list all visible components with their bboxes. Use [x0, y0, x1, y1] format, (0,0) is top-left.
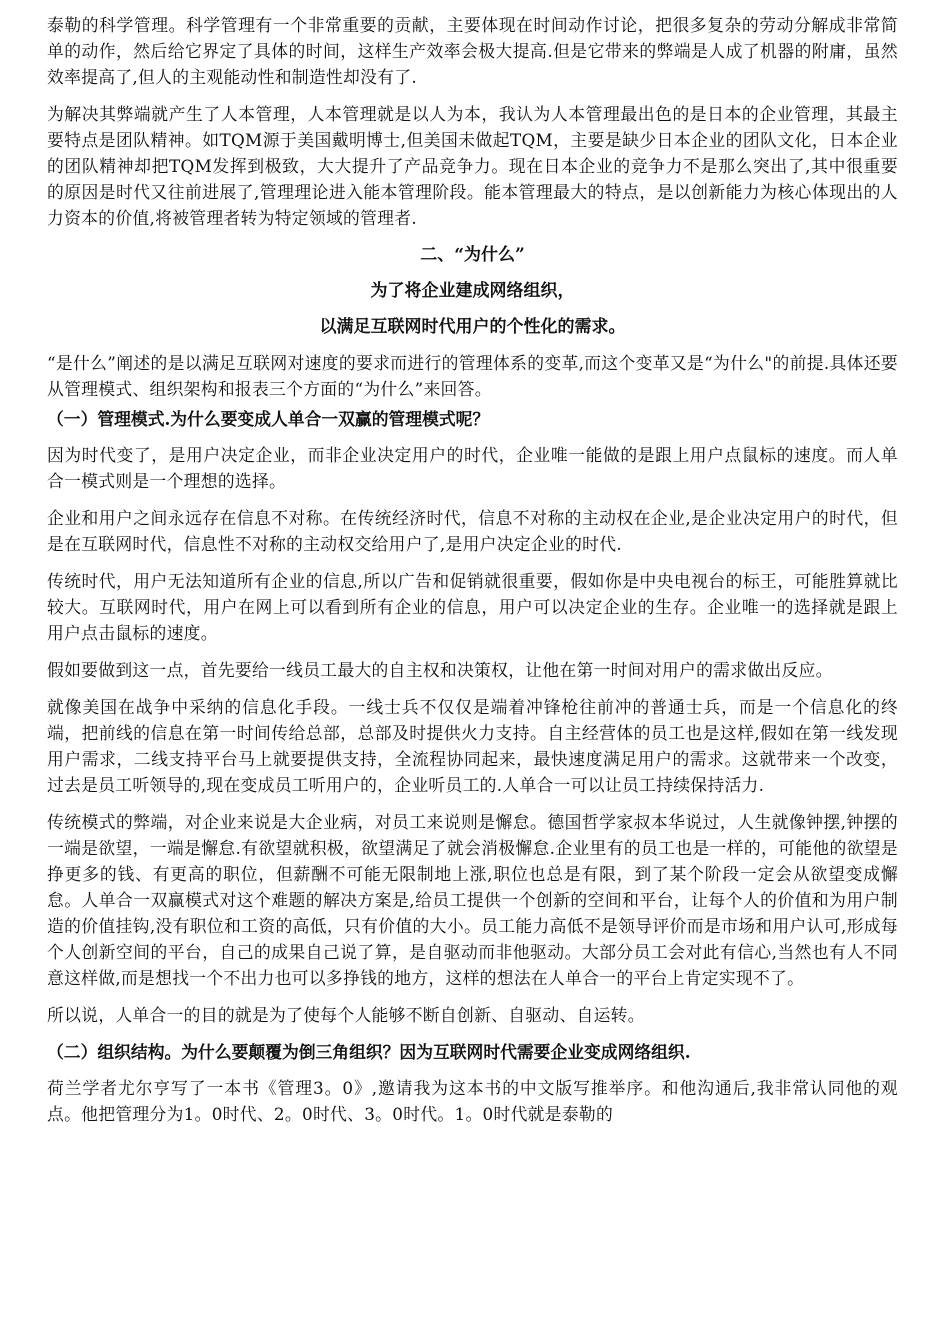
paragraph-management-3-0: 荷兰学者尤尔亨写了一本书《管理3。0》,邀请我为这本书的中文版写推举序。和他沟通后,我非常认同他的观点。他把管理分为1。0时代、2。0时代、3。0时代。1。0时代就是泰勒的	[47, 1078, 898, 1124]
paragraph-information-asymmetry: 企业和用户之间永远存在信息不对称。在传统经济时代，信息不对称的主动权在企业,是企业决定用户的时代，但是在互联网时代，信息性不对称的主动权交给用户了,是用户决定企业的时代.	[47, 508, 898, 554]
paragraph-military-analogy: 就像美国在战争中采纳的信息化手段。一线士兵不仅仅是端着冲锋枪往前冲的普通士兵，而是一个信息化的终端，把前线的信息在第一时间传给总部，总部及时提供火力支持。自主经营体的员工也是这样,假如在第一线发现用户需求，二线支持平台马上就要提供支持，全流程协同起来，最快速度满足用户的需求。这就带来一个改变，过去是员工听领导的,现在变成员工听用户的，企业听员工的.人单合一可以让员工持续保持活力.	[47, 697, 898, 795]
paragraph-era-changed: 因为时代变了，是用户决定企业，而非企业决定用户的时代，企业唯一能做的是跟上用户点鼠标的速度。而人单合一模式则是一个理想的选择。	[47, 445, 898, 491]
paragraph-traditional-drawbacks: 传统模式的弊端，对企业来说是大企业病，对员工来说则是懈怠。德国哲学家叔本华说过，人生就像钟摆,钟摆的一端是欲望，一端是懈怠.有欲望就积极，欲望满足了就会消极懈怠.企业里有的员工也是一样的，可能他的欲望是挣更多的钱、有更高的职位，但薪酬不可能无限制地上涨,职位也总是有限，到了某个阶段一定会从欲望变成懈怠。人单合一双赢模式对这个难题的解决方案是,给员工提供一个创新的空间和平台，让每个人的价值和为用户制造的价值挂钩,没有职位和工资的高低，只有价值的大小。员工能力高低不是领导评价而是市场和用户认可,形成每个人创新空间的平台，自己的成果自己说了算，是自驱动而非他驱动。大部分员工会对此有信心,当然也有人不同意这样做,而是想找一个不出力也可以多挣钱的地方，这样的想法在人单合一的平台上肯定实现不了。	[47, 812, 898, 988]
paragraph-frontline-autonomy: 假如要做到这一点，首先要给一线员工最大的自主权和决策权，让他在第一时间对用户的需求做出反应。	[47, 660, 833, 680]
section-intro: “是什么”阐述的是以满足互联网对速度的要求而进行的管理体系的变革,而这个变革又是“为什么"的前提.具体还要从管理模式、组织架构和报表三个方面的“为什么”来回答。	[47, 353, 898, 399]
paragraph-scientific-management: 泰勒的科学管理。科学管理有一个非常重要的贡献，主要体现在时间动作讨论，把很多复杂的劳动分解成非常简单的动作，然后给它界定了具体的时间，这样生产效率会极大提高.但是它带来的弊端是人成了机器的附庸，虽然效率提高了,但人的主观能动性和制造性却没有了.	[47, 15, 898, 87]
subsection-heading-management-mode: （一）管理模式.为什么要变成人单合一双赢的管理模式呢？	[47, 409, 490, 429]
paragraph-humanistic-management: 为解决其弊端就产生了人本管理，人本管理就是以人为本，我认为人本管理最出色的是日本的企业管理，其最主要特点是团队精神。如TQM源于美国戴明博士,但美国未做起TQM，主要是缺少日本企业的团队文化，日本企业的团队精神却把TQM发挥到极致，大大提升了产品竞争力。现在日本企业的竞争力不是那么突出了,其中很重要的原因是时代又往前进展了,管理理论进入能本管理阶段。能本管理最大的特点，是以创新能力为核心体现出的人力资本的价值,将被管理者转为特定领域的管理者.	[47, 104, 898, 228]
paragraph-conclusion: 所以说，人单合一的目的就是为了使每个人能够不断自创新、自驱动、自运转。	[47, 1005, 645, 1025]
subsection-heading-org-structure: （二）组织结构。为什么要颠覆为倒三角组织？因为互联网时代需要企业变成网络组织.	[47, 1042, 691, 1062]
section-subtitle-2: 以满足互联网时代用户的个性化的需求。	[319, 317, 626, 337]
paragraph-traditional-era: 传统时代，用户无法知道所有企业的信息,所以广告和促销就很重要，假如你是中央电视台的标王，可能胜算就比较大。互联网时代，用户在网上可以看到所有企业的信息，用户可以决定企业的生存。企业唯一的选择就是跟上用户点击鼠标的速度。	[47, 571, 898, 643]
section-title: 二、“为什么”	[420, 245, 525, 265]
section-subtitle-1: 为了将企业建成网络组织，	[370, 281, 575, 301]
